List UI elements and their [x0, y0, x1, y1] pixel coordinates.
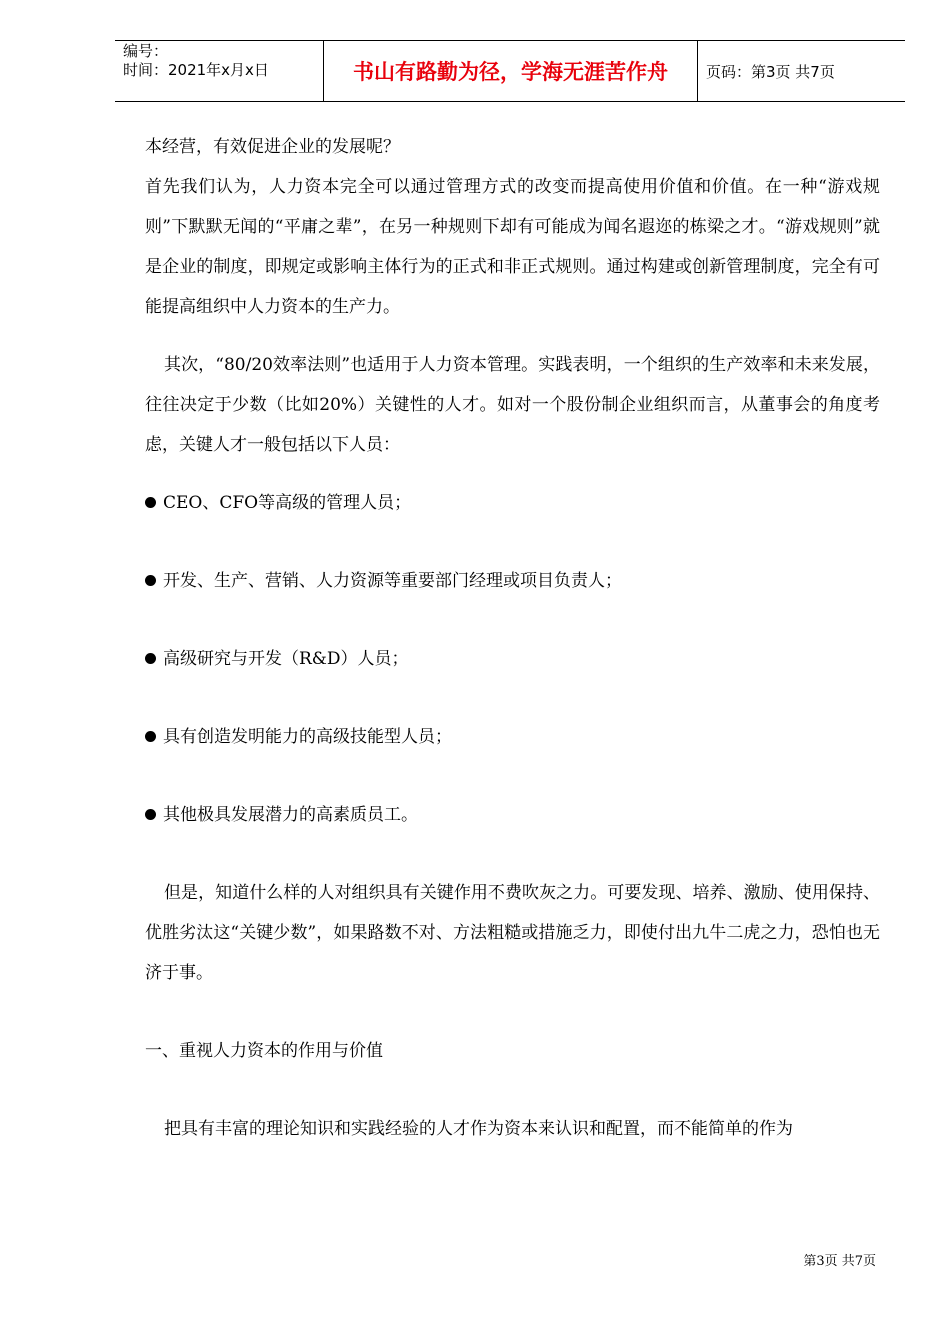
paragraph: 其次，“80/20效率法则”也适用于人力资本管理。实践表明，一个组织的生产效率和未来发展，往往决定于少数（比如20%）关键性的人才。如对一个股份制企业组织而言，从董事会的角度考虑，关键人才一般包括以下人员： [145, 355, 880, 455]
page-footer: 第3页 共7页 [803, 1254, 876, 1269]
bullet-icon [145, 653, 156, 664]
header-meta [115, 41, 324, 101]
bullet-icon [145, 809, 156, 820]
list-item: 开发、生产、营销、人力资源等重要部门经理或项目负责人； [145, 561, 880, 601]
bullet-icon [145, 497, 156, 508]
bullet-icon [145, 731, 156, 742]
header-time: 时间：2021年x月x日 [123, 61, 269, 79]
list-item: 具有创造发明能力的高级技能型人员； [145, 717, 880, 757]
paragraph: 但是，知道什么样的人对组织具有关键作用不费吹灰之力。可要发现、培养、激励、使用保持、优胜劣汰这“关键少数”，如果路数不对、方法粗糙或措施乏力，即使付出九牛二虎之力，恐怕也无济于事。 [145, 883, 880, 983]
section-heading: 一、重视人力资本的作用与价值 [145, 1041, 383, 1061]
paragraph: 首先我们认为，人力资本完全可以通过管理方式的改变而提高使用价值和价值。在一种“游戏规则”下默默无闻的“平庸之辈”，在另一种规则下却有可能成为闻名遐迩的栋梁之才。“游戏规则”就是企业的制度，即规定或影响主体行为的正式和非正式规则。通过构建或创新管理制度，完全有可能提高组织中人力资本的生产力。 [145, 177, 880, 317]
header-number: 编号： [123, 42, 169, 60]
list-item: 其他极具发展潜力的高素质员工。 [145, 795, 880, 835]
paragraph: 把具有丰富的理论知识和实践经验的人才作为资本来认识和配置，而不能简单的作为 [164, 1119, 793, 1139]
paragraph: 本经营，有效促进企业的发展呢？ [145, 137, 400, 157]
list-item: 高级研究与开发（R&D）人员； [145, 639, 880, 679]
bullet-icon [145, 575, 156, 586]
list-item: CEO、CFO等高级的管理人员； [145, 483, 880, 523]
document-body [145, 127, 880, 1149]
header-motto: 书山有路勤为径，学海无涯苦作舟 [324, 41, 698, 101]
page-header [115, 40, 905, 102]
header-page-number: 页码：第3页 共7页 [706, 62, 835, 81]
